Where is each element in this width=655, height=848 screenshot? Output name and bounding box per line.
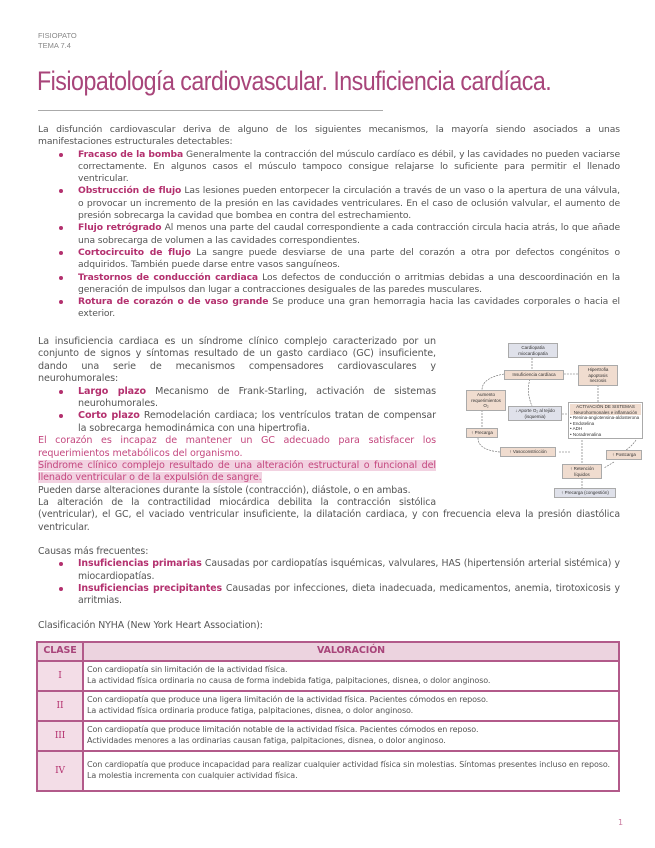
term: Trastornos de conducción cardiaca <box>78 271 259 283</box>
list-item <box>78 583 620 608</box>
diagram-box-activation <box>568 402 643 439</box>
description: Causadas por infecciones, dieta inadecuada, medicamentos, anemia, tirotoxicosis y arritmias. <box>78 582 620 607</box>
diagram-box: Insuficiencia cardíaca <box>504 370 564 380</box>
intro-paragraph: La disfunción cardiovascular deriva de alguno de los siguientes mecanismos, la mayoría siendo asociados a unas manifestaciones estructurales detectables: <box>38 124 620 148</box>
cell-line: Con cardiopatía que produce incapacidad para realizar cualquier actividad física sin molestias. Síntomas presentes incluso en reposo. <box>87 760 610 770</box>
description: Generalmente la contracción del músculo cardíaco es débil, y las cavidades no pueden vaciarse correctamente. En algunos casos el músculo tampoco consigue relajarse lo suficiente para permitir el llenado ventricular. <box>78 148 620 185</box>
cell-line: La actividad física ordinaria produce fatiga, palpitaciones, disnea, o dolor anginoso. <box>87 705 414 715</box>
class-cell: IV <box>37 751 83 791</box>
table-row <box>37 721 619 751</box>
cell-line: Actividades menores a las ordinarias causan fatiga, palpitaciones, disnea, o dolor anginoso. <box>87 735 446 745</box>
nyha-title: Clasificación NYHA (New York Heart Association): <box>38 619 263 631</box>
page-title: Fisiopatología cardiovascular. Insuficiencia cardíaca. <box>37 66 552 96</box>
list-item <box>78 272 620 297</box>
topic-label: TEMA 7.4 <box>38 41 71 50</box>
list-item <box>78 185 620 222</box>
class-cell: II <box>37 691 83 721</box>
column-header: CLASE <box>37 642 83 661</box>
list-item <box>78 247 620 272</box>
definition-statement: El corazón es incapaz de mantener un GC adecuado para satisfacer los requerimientos metabólicos del organismo. <box>38 435 436 459</box>
valoracion-cell <box>83 721 619 751</box>
mechanisms-list <box>38 149 620 321</box>
activation-item: • Renina-angiotensina-aldosterona <box>570 415 640 420</box>
phases-text: Pueden darse alteraciones durante la sístole (contracción), diástole, o en ambas. <box>38 484 411 496</box>
list-item <box>78 296 620 321</box>
valoracion-cell <box>83 691 619 721</box>
diagram-box: ↑ Precarga (congestión) <box>554 488 616 498</box>
highlighted-definition: Síndrome clínico complejo resultado de una alteración estructural o funcional del llenado ventricular o de la expulsión de sangre. <box>38 460 436 484</box>
diagram-box: Cardiopatía miocardiopatía <box>508 343 558 358</box>
mechanisms-section <box>38 124 620 321</box>
cell-line: Con cardiopatía sin limitación de la actividad física. <box>87 665 288 675</box>
cell-line: La molestia incrementa con cualquier actividad física. <box>87 770 298 780</box>
description: Se produce una gran hemorragia hacia las cavidades corporales o hacia el exterior. <box>78 296 620 320</box>
page-number: 1 <box>618 818 624 827</box>
subject-label: FISIOPATO <box>38 31 77 40</box>
description: Los defectos de conducción o arritmias debidas a una descoordinación en la generación de impulsos dan lugar a contracciones desiguales de las paredes musculares. <box>78 271 620 295</box>
diagram-box: Hipertrofia apoptosis necrosis <box>578 365 618 386</box>
description: Causadas por cardiopatías isquémicas, valvulares, HAS (hipertensión arterial sistémica) y miocardiopatías. <box>78 558 620 582</box>
table-row <box>37 751 619 791</box>
activation-item: • Noradrenalina <box>570 431 602 437</box>
table-row <box>37 661 619 691</box>
activation-title: ACTIVACIÓN DE SISTEMAS Neurohormonales e inflamación <box>570 404 641 415</box>
term: Insuficiencias precipitantes <box>78 582 222 594</box>
valoracion-cell <box>83 751 619 791</box>
term: Rotura de corazón o de vaso grande <box>78 296 269 308</box>
term: Corto plazo <box>78 410 140 422</box>
list-item <box>78 149 620 186</box>
description: Al menos una parte del caudal correspondiente a cada contracción circula hacia atrás, lo que añade una sobrecarga de volumen a las cavidades correspondientes. <box>78 222 621 246</box>
description: Mecanismo de Frank-Starling, activación de sistemas neurohumorales. <box>78 385 437 410</box>
term: Fracaso de la bomba <box>78 148 184 160</box>
term: Largo plazo <box>78 385 147 397</box>
list-item <box>78 558 620 583</box>
description: Remodelación cardiaca; los ventrículos tratan de compensar la sobrecarga hemodinámica con una hipertrofia. <box>78 410 437 434</box>
title-divider <box>38 110 383 111</box>
causes-list <box>38 558 620 607</box>
diagram-box: Aumento requerimientos O₂ <box>466 390 506 411</box>
term: Flujo retrógrado <box>78 222 162 234</box>
term: Insuficiencias primarias <box>78 558 202 570</box>
term: Cortocircuito de flujo <box>78 246 191 258</box>
phases-section <box>38 485 620 632</box>
activation-item: • Endotelina <box>570 420 595 426</box>
table-header-row <box>37 642 619 661</box>
diagram-box: ↑ Precarga <box>466 428 498 438</box>
contractility-text: La alteración de la contractilidad miocárdica debilita la contracción sistólica (ventricular), el GC, el vaciado ventricular insuficiente, la dilatación cardiaca, y con frecuencia eleva la presión diastólica ventricular. <box>38 497 620 533</box>
heart-failure-diagram <box>466 340 643 502</box>
diagram-box: ↓ Aporte O₂ al tejido (isquemia) <box>508 406 562 421</box>
cell-line: La actividad física ordinaria no causa de forma indebida fatiga, palpitaciones, disnea, o dolor anginoso. <box>87 675 491 685</box>
list-item <box>78 222 620 247</box>
description: La sangre puede desviarse de una parte del corazón a otra por defectos congénitos o adquiridos. También puede darse entre vasos sanguíneos. <box>78 246 620 271</box>
diagram-box: ↑ Postcarga <box>606 450 642 460</box>
class-cell: III <box>37 721 83 751</box>
diagram-box: ↑ Vasoconstricción <box>500 447 556 457</box>
running-header <box>38 31 77 51</box>
column-header: VALORACIÓN <box>83 642 619 661</box>
nyha-table <box>36 641 620 792</box>
description: Las lesiones pueden entorpecer la circulación a través de un vaso o la apertura de una válvula, o provocar un incremento de la presión en las cavidades ventriculares. En el caso de oclusión valvular, el aumento de presión sobrecarga la cavidad que bombea en contra del estrechamiento. <box>78 185 620 222</box>
cell-line: Con cardiopatía que produce limitación notable de la actividad física. Pacientes cómodos en reposo. <box>87 725 479 735</box>
causes-title: Causas más frecuentes: <box>38 546 149 558</box>
ic-intro: La insuficiencia cardiaca es un síndrome clínico complejo caracterizado por un conjunto de signos y síntomas resultado de un gasto cardiaco (GC) insuficiente, dando una serie de mecanismos compensadores cardiovasculares y neurohumorales: <box>38 336 436 385</box>
valoracion-cell <box>83 661 619 691</box>
cell-line: Con cardiopatía que produce una ligera limitación de la actividad física. Pacientes cómodos en reposo. <box>87 695 489 705</box>
table-row <box>37 691 619 721</box>
class-cell: I <box>37 661 83 691</box>
activation-item: • ADH <box>570 426 583 431</box>
term: Obstrucción de flujo <box>78 185 182 197</box>
diagram-box: ↑ Retención líquidos <box>562 464 602 479</box>
